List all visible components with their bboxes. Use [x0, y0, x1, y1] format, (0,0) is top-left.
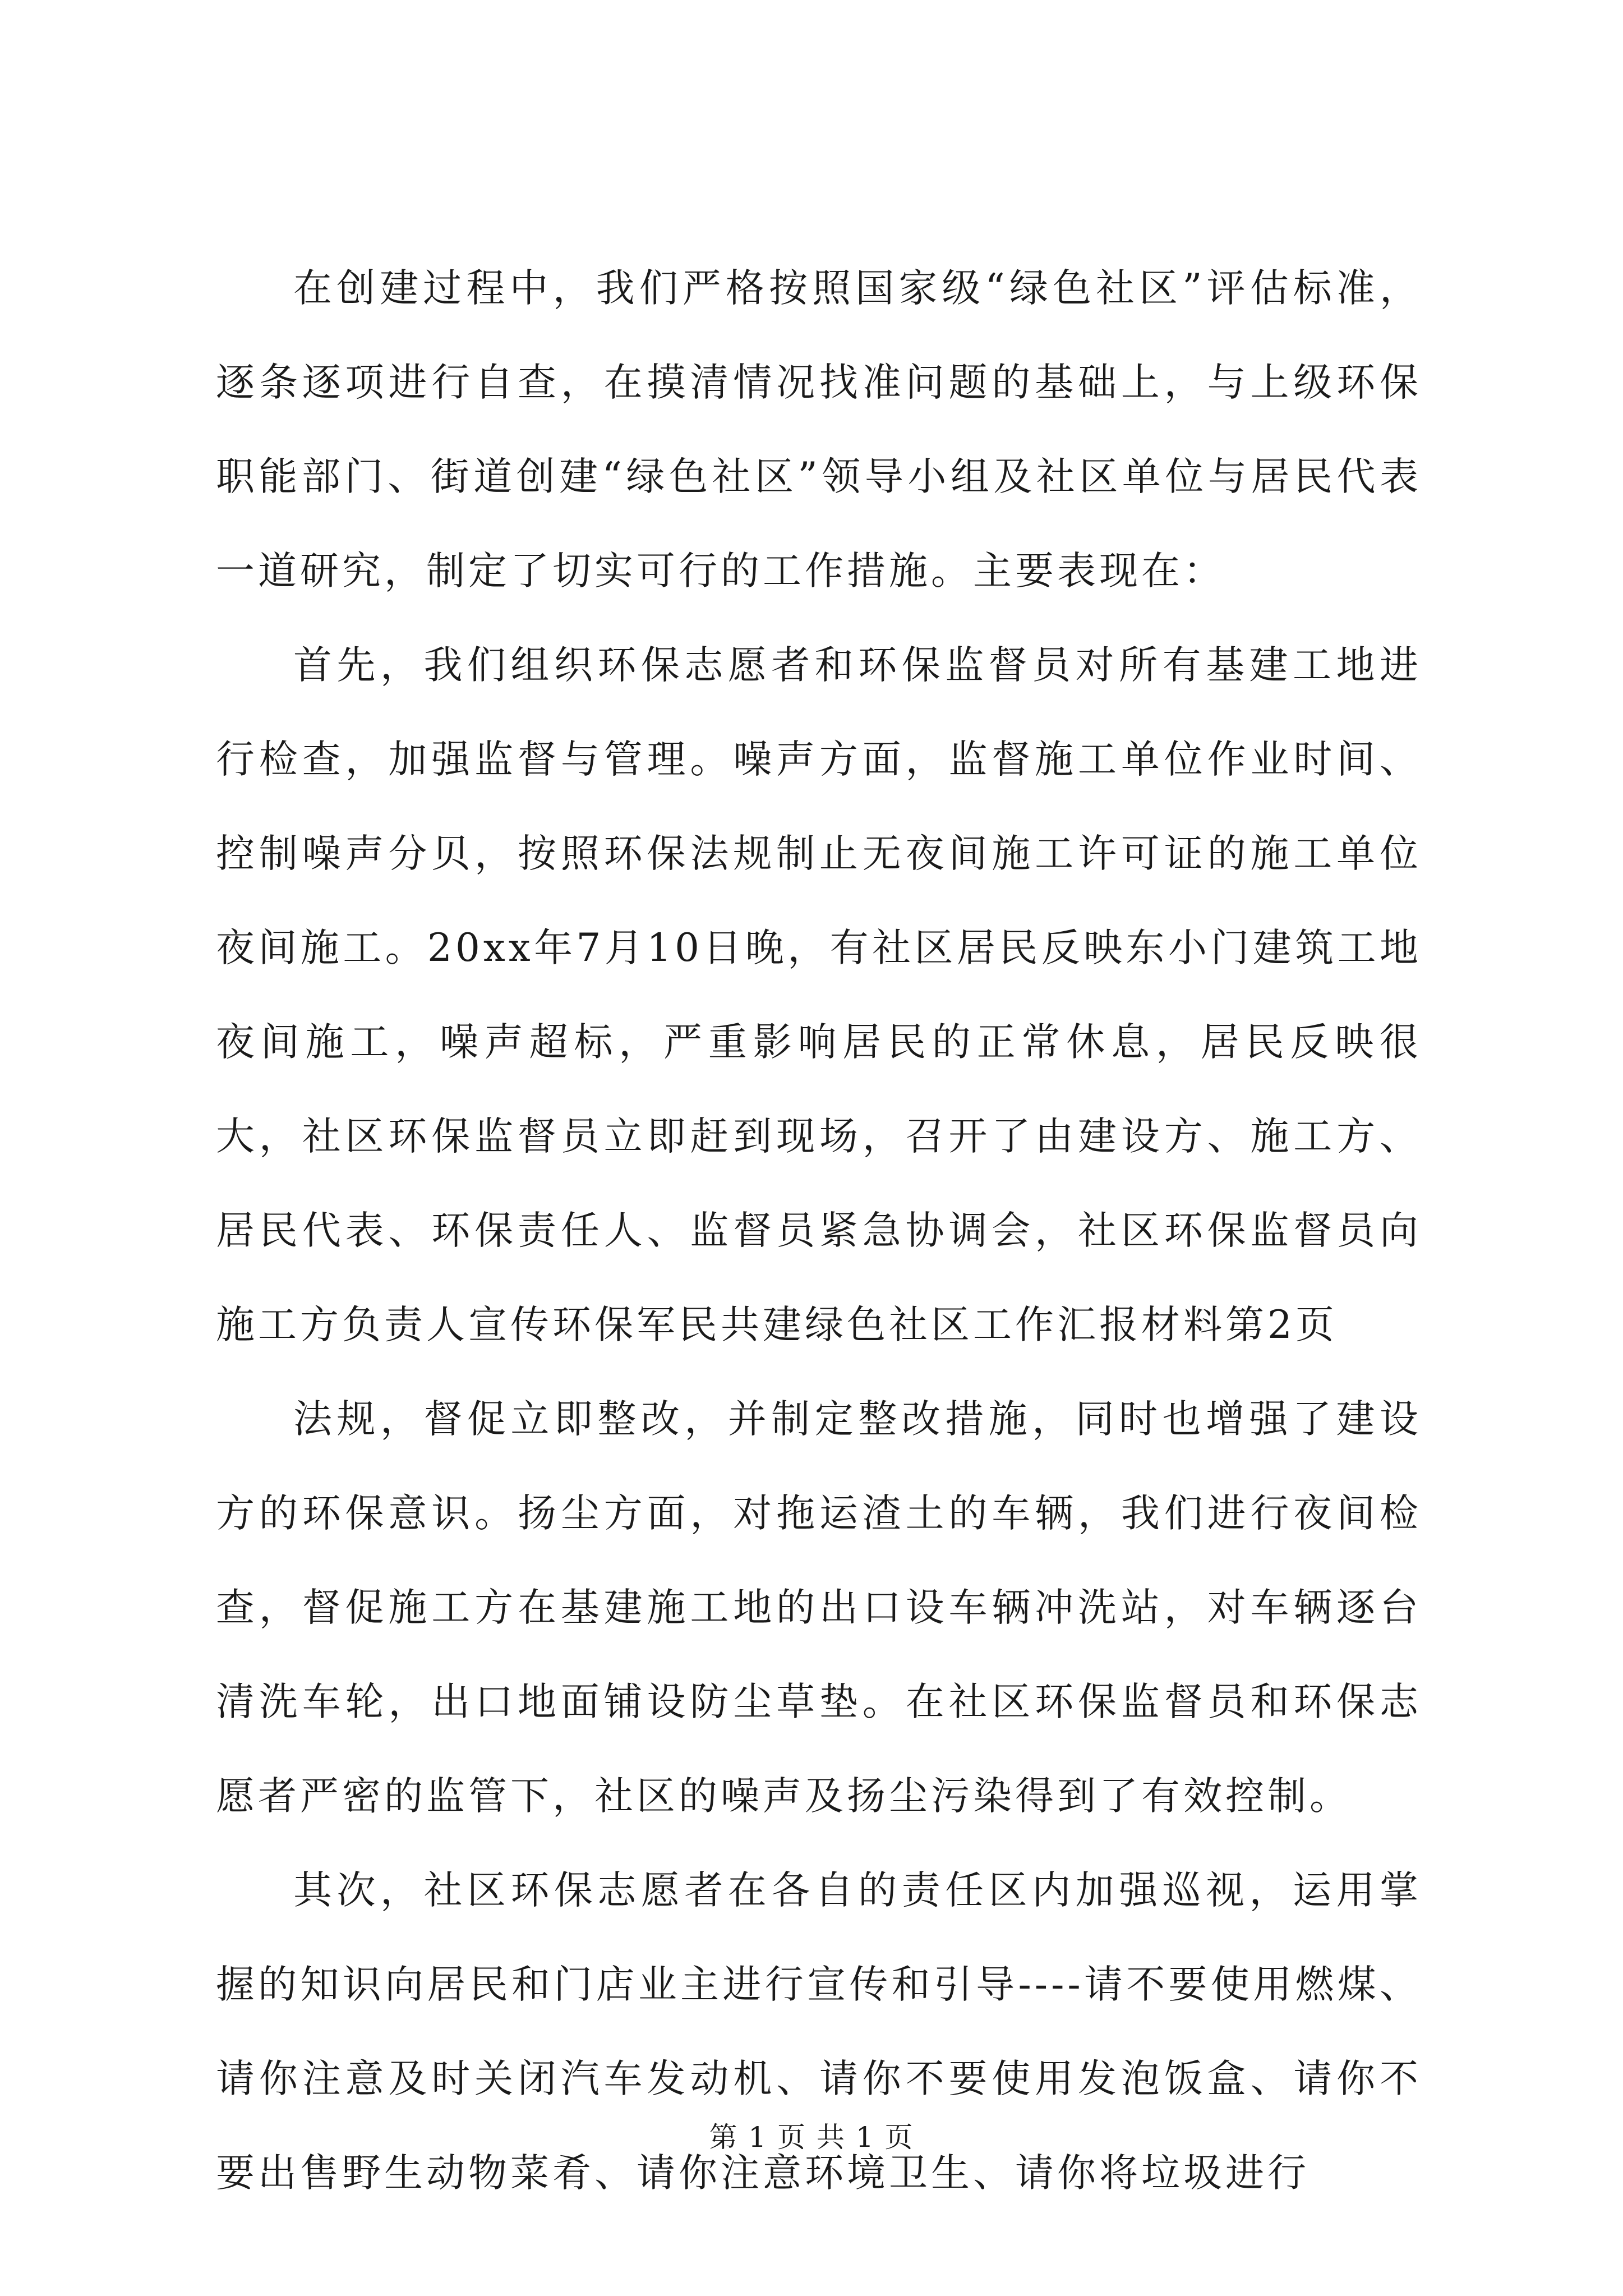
- paragraph-3: 法规，督促立即整改，并制定整改措施，同时也增强了建设方的环保意识。扬尘方面，对拖运渣土的车辆，我们进行夜间检查，督促施工方在基建施工地的出口设车辆冲洗站，对车辆逐台清洗车轮，出口地面铺设防尘草垫。在社区环保监督员和环保志愿者严密的监管下，社区的噪声及扬尘污染得到了有效控制。: [216, 1397, 1422, 1819]
- paragraph-2: 首先，我们组织环保志愿者和环保监督员对所有基建工地进行检查，加强监督与管理。噪声方面，监督施工单位作业时间、控制噪声分贝，按照环保法规制止无夜间施工许可证的施工单位夜间施工。20xx年7月10日晚，有社区居民反映东小门建筑工地夜间施工，噪声超标，严重影响居民的正常休息，居民反映很大，社区环保监督员立即赶到现场，召开了由建设方、施工方、居民代表、环保责任人、监督员紧急协调会，社区环保监督员向施工方负责人宣传环保军民共建绿色社区工作汇报材料第2页: [216, 643, 1422, 1347]
- page-footer: 第 1 页 共 1 页: [709, 2121, 914, 2154]
- paragraph-4: 其次，社区环保志愿者在各自的责任区内加强巡视，运用掌握的知识向居民和门店业主进行宣传和引导----请不要使用燃煤、请你注意及时关闭汽车发动机、请你不要使用发泡饭盒、请你不要出售野生动物菜肴、请你注意环境卫生、请你将垃圾进行: [216, 1868, 1422, 2196]
- document-body: [216, 241, 1422, 2220]
- paragraph-1: 在创建过程中，我们严格按照国家级“绿色社区”评估标准，逐条逐项进行自查，在摸清情况找准问题的基础上，与上级环保职能部门、街道创建“绿色社区”领导小组及社区单位与居民代表一道研究，制定了切实可行的工作措施。主要表现在：: [216, 266, 1422, 593]
